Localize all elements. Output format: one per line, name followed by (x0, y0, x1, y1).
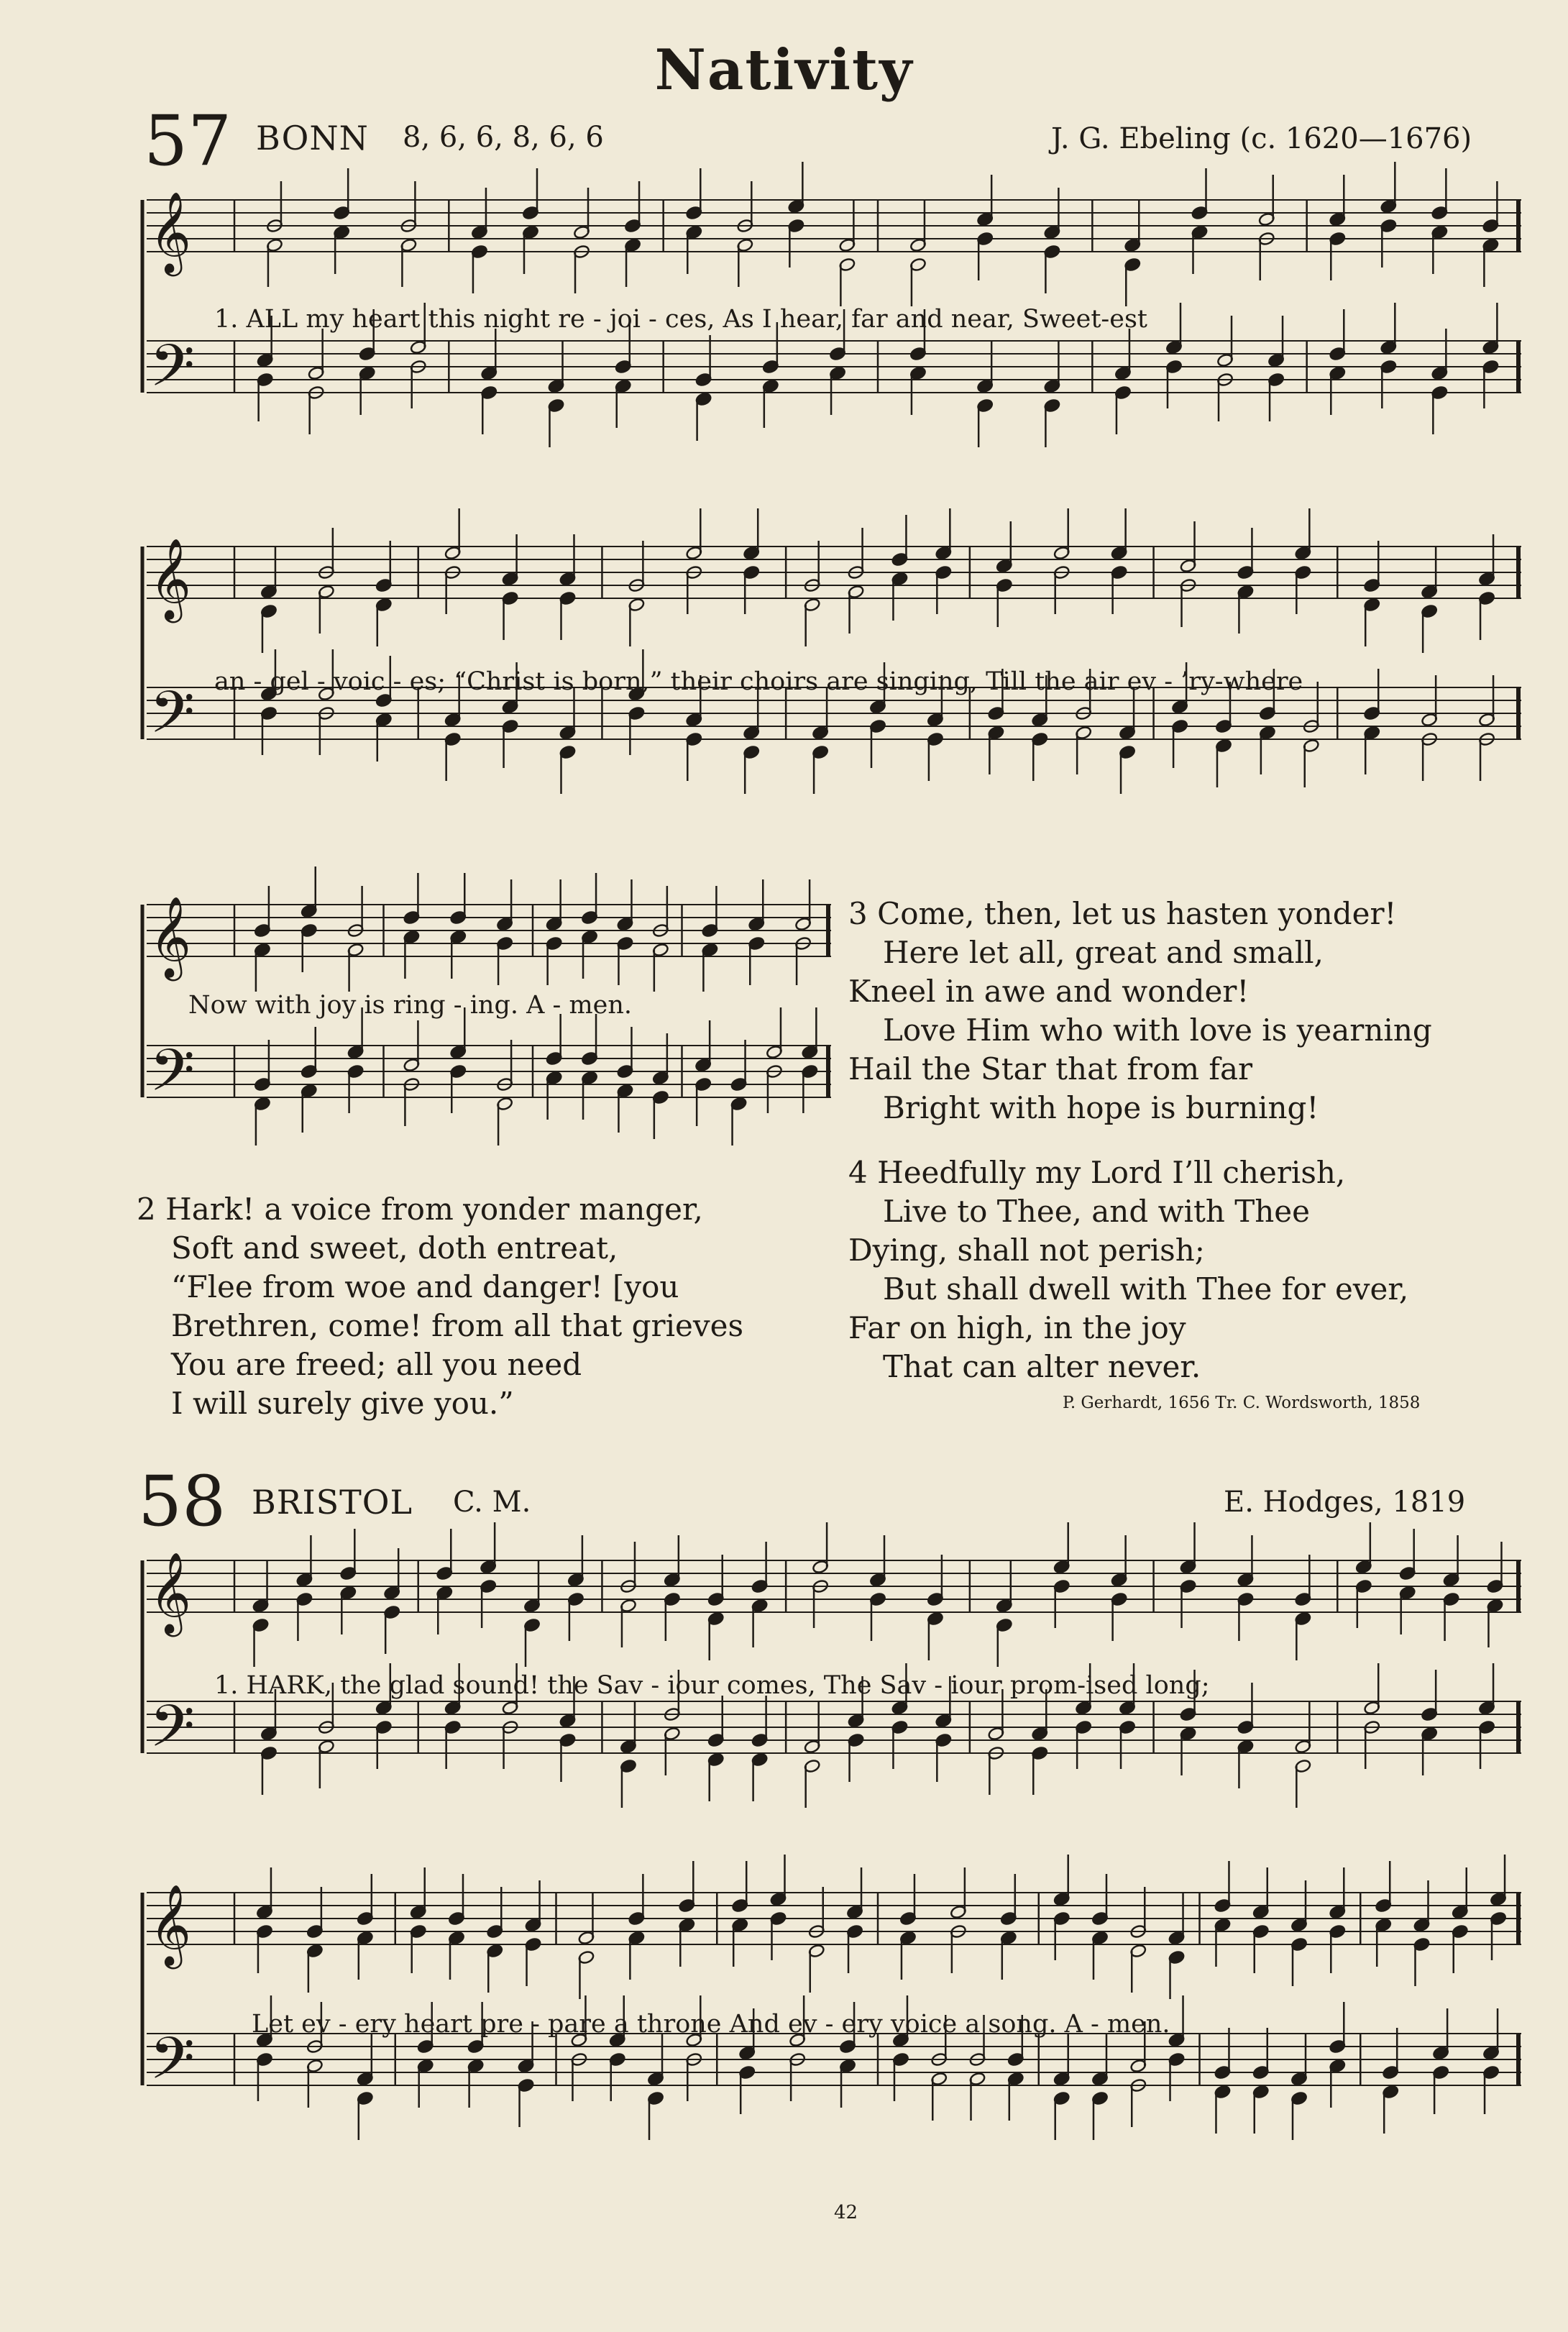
verse-line: Live to Thee, and with Thee (883, 1194, 1311, 1229)
verse-line: Soft and sweet, doth entreat, (171, 1230, 618, 1266)
lyric-line: Let ev - ery heart pre - pare a throne And ev - ery voice a song. A - men. (252, 2010, 1170, 2039)
bass-clef-icon: 𝄢 (150, 1693, 196, 1775)
music-system (141, 890, 831, 1178)
tune-name: BONN (256, 119, 369, 157)
tune-name: BRISTOL (252, 1483, 413, 1522)
verse-line: I will surely give you.” (171, 1386, 514, 1421)
hymn-number: 58 (138, 1461, 226, 1542)
verse-line: Love Him who with love is yearning (883, 1012, 1432, 1048)
composer: E. Hodges, 1819 (1224, 1486, 1466, 1519)
lyric-line: 1. ALL my heart this night re - joi - ces, As I hear, far and near, Sweet-est (214, 305, 1147, 334)
treble-clef-icon: 𝄞 (150, 1552, 191, 1634)
verse-line: 3 Come, then, let us hasten yonder! (848, 896, 1397, 931)
translation-credit: P. Gerhardt, 1656 Tr. C. Wordsworth, 1858 (1063, 1394, 1421, 1412)
page-number: 42 (834, 2202, 858, 2223)
verse-line: Kneel in awe and wonder! (848, 974, 1250, 1009)
verse-4 (848, 1153, 1408, 1386)
verse-line: Dying, shall not perish; (848, 1233, 1205, 1268)
verse-line: Far on high, in the joy (848, 1310, 1186, 1345)
verse-3 (848, 895, 1432, 1128)
verse-line: “Flee from woe and danger! [you (171, 1269, 679, 1304)
bass-clef-icon: 𝄢 (150, 2025, 196, 2107)
verse-line: Hail the Star that from far (848, 1051, 1253, 1087)
treble-clef-icon: 𝄞 (150, 896, 191, 978)
meter: 8, 6, 6, 8, 6, 6 (403, 121, 604, 154)
verse-line: But shall dwell with Thee for ever, (883, 1271, 1409, 1307)
verse-line: 2 Hark! a voice from yonder manger, (137, 1192, 703, 1227)
verse-line: Bright with hope is burning! (883, 1090, 1319, 1125)
verse-line: Brethren, come! from all that grieves (171, 1308, 744, 1343)
section-title: Nativity (654, 37, 914, 103)
treble-clef-icon: 𝄞 (150, 538, 191, 620)
hymn-number: 57 (144, 101, 232, 181)
verse-line: 4 Heedfully my Lord I’ll cherish, (848, 1155, 1346, 1190)
treble-clef-icon: 𝄞 (150, 191, 191, 273)
verse-line: Here let all, great and small, (883, 935, 1324, 970)
bass-clef-icon: 𝄢 (150, 332, 196, 414)
verse-line: That can alter never. (883, 1349, 1201, 1384)
lyric-line: an - gel - voic - es; “Christ is born,” their choirs are singing, Till the air ev - ’ry-where (214, 667, 1303, 696)
bass-clef-icon: 𝄢 (150, 679, 196, 761)
verse-line: You are freed; all you need (171, 1347, 582, 1382)
verse-2 (137, 1190, 743, 1423)
composer: J. G. Ebeling (c. 1620—1676) (1051, 122, 1472, 155)
lyric-line: Now with joy is ring - ing. A - men. (188, 991, 633, 1020)
treble-clef-icon: 𝄞 (150, 1884, 191, 1966)
bass-clef-icon: 𝄢 (150, 1037, 196, 1119)
lyric-line: 1. HARK, the glad sound! the Sav - iour comes, The Sav - iour prom-ised long; (214, 1671, 1210, 1700)
meter: C. M. (453, 1486, 531, 1519)
